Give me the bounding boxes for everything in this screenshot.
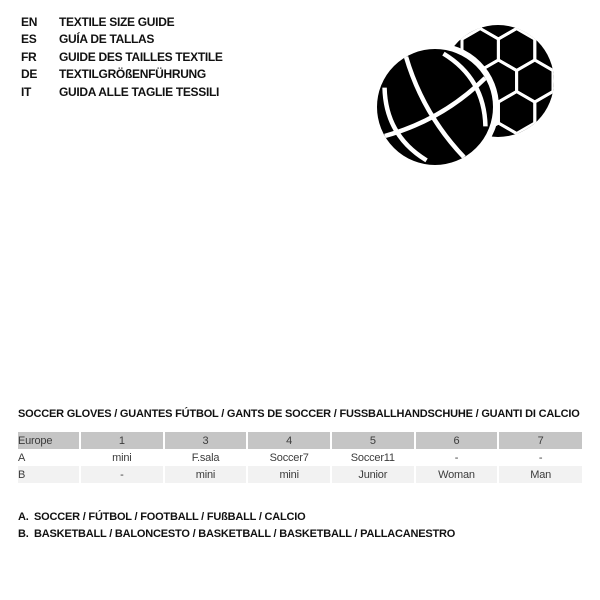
table-row [18,466,582,483]
cell: Man [498,466,582,483]
size-table [18,432,582,483]
cell: mini [80,449,164,466]
cell: F.sala [164,449,248,466]
footnote-label: A. [18,510,29,523]
cell: mini [247,466,331,483]
cell: Soccer7 [247,449,331,466]
cell: mini [164,466,248,483]
footnote-text: BASKETBALL / BALONCESTO / BASKETBALL / BASKETBALL / PALLACANESTRO [34,527,456,540]
column-header: Europe [18,434,53,447]
cell: - [80,466,164,483]
language-row [21,66,223,84]
language-row [21,31,223,49]
language-code: IT [21,84,32,99]
language-code: EN [21,14,38,29]
footnote-label: B. [18,527,29,540]
footnote-a [18,508,455,525]
column-header: 5 [331,432,415,449]
cell: Woman [415,466,499,483]
column-header: 7 [498,432,582,449]
column-header: 6 [415,432,499,449]
language-label: TEXTILGRÖßENFÜHRUNG [59,67,206,82]
column-header: 1 [80,432,164,449]
language-label: GUIDE DES TAILLES TEXTILE [59,49,223,64]
language-row [21,13,223,31]
footnotes [18,508,455,542]
language-row [21,48,223,66]
cell: Junior [331,466,415,483]
language-label: TEXTILE SIZE GUIDE [59,14,175,29]
language-label: GUÍA DE TALLAS [59,32,155,47]
column-header: 3 [164,432,248,449]
column-header: 4 [247,432,331,449]
language-row [21,83,223,101]
size-table-title: SOCCER GLOVES / GUANTES FÚTBOL / GANTS DE SOCCER / FUSSBALLHANDSCHUHE / GUANTI DI CALCIO [18,408,580,420]
size-table-header-row [18,432,582,449]
cell: - [498,449,582,466]
language-code: FR [21,49,37,64]
language-list [21,13,223,101]
cell: Soccer11 [331,449,415,466]
table-row [18,449,582,466]
footnote-text: SOCCER / FÚTBOL / FOOTBALL / FUßBALL / CALCIO [34,510,306,523]
row-label: A [18,451,26,464]
footnote-b [18,525,455,542]
language-label: GUIDA ALLE TAGLIE TESSILI [59,84,220,99]
language-code: ES [21,32,37,47]
cell: - [415,449,499,466]
language-code: DE [21,67,38,82]
basketball-soccer-illustration [365,5,565,180]
row-label: B [18,468,26,481]
